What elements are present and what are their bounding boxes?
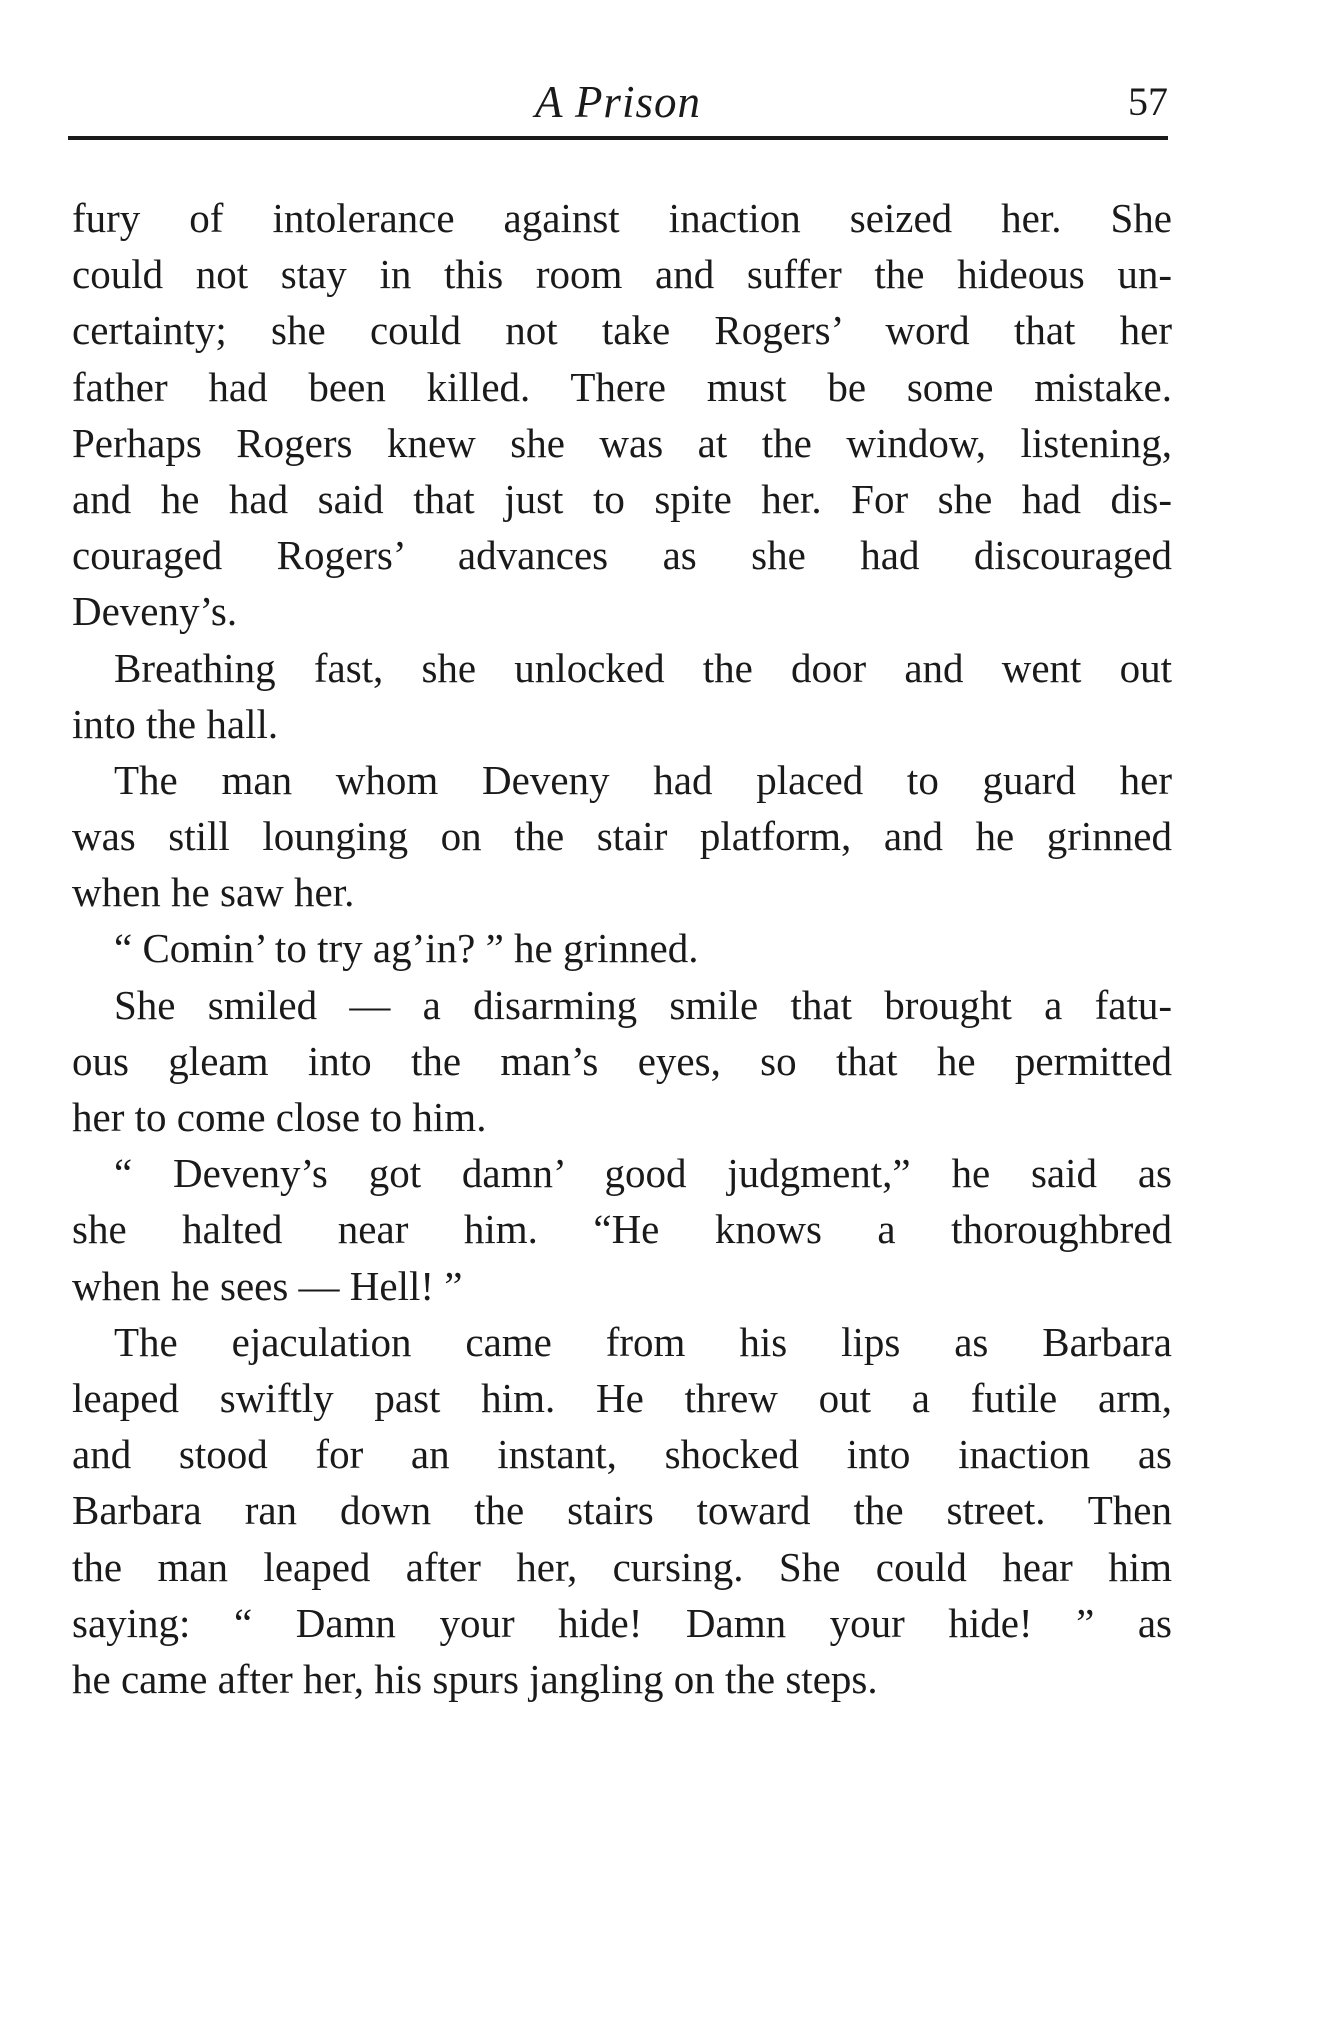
text-line: her to come close to him. [72, 1094, 487, 1140]
text-line: saying: “ Damn your hide! Damn your hide! ” as [72, 1599, 1172, 1646]
text-line: she halted near him. “He knows a thoroughbred [72, 1206, 1172, 1253]
text-line: The ejaculation came from his lips as Barbara [114, 1318, 1172, 1365]
text-line: Barbara ran down the stairs toward the street. Then [72, 1487, 1172, 1534]
text-line: was still lounging on the stair platform, and he grinned [72, 813, 1172, 860]
running-title: A Prison [535, 77, 701, 127]
text-line: and he had said that just to spite her. For she had dis- [72, 475, 1172, 522]
text-line: She smiled — a disarming smile that brought a fatu- [114, 981, 1172, 1028]
text-line: couraged Rogers’ advances as she had discouraged [72, 532, 1172, 579]
text-line: The man whom Deveny had placed to guard her [114, 756, 1172, 803]
text-line: “ Deveny’s got damn’ good judgment,” he said as [114, 1150, 1172, 1197]
text-line: Perhaps Rogers knew she was at the window, listening, [72, 419, 1172, 466]
text-line: the man leaped after her, cursing. She could hear him [72, 1543, 1172, 1590]
body-text [72, 190, 1172, 1707]
text-line: could not stay in this room and suffer the hideous un- [72, 251, 1172, 298]
text-line: ous gleam into the man’s eyes, so that he permitted [72, 1037, 1172, 1084]
text-line: leaped swiftly past him. He threw out a futile arm, [72, 1374, 1172, 1421]
page-number: 57 [1128, 79, 1168, 124]
header-rule [68, 136, 1168, 140]
running-head [68, 72, 1168, 132]
text-line: fury of intolerance against inaction seized her. She [72, 195, 1172, 241]
text-line: when he saw her. [72, 869, 355, 916]
text-line: Deveny’s. [72, 588, 238, 635]
text-line: certainty; she could not take Rogers’ word that her [72, 307, 1172, 354]
text-line: father had been killed. There must be some mistake. [72, 363, 1172, 410]
text-line: when he sees — Hell! ” [72, 1262, 463, 1309]
text-line: and stood for an instant, shocked into inaction as [72, 1431, 1172, 1478]
text-line: into the hall. [72, 700, 279, 747]
text-line: “ Comin’ to try ag’in? ” he grinned. [114, 925, 699, 972]
text-line: Breathing fast, she unlocked the door and went out [114, 644, 1172, 691]
text-line: he came after her, his spurs jangling on the steps. [72, 1655, 878, 1702]
